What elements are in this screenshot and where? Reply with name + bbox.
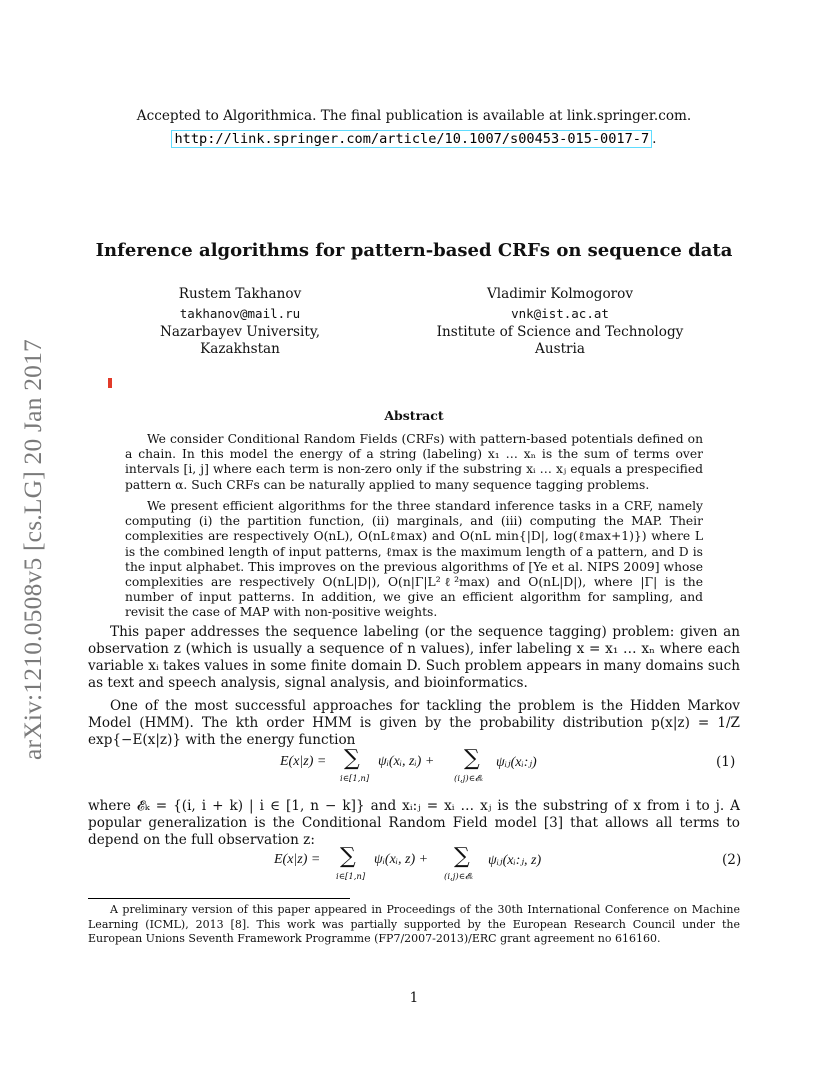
eq1-number: (1): [716, 754, 736, 770]
author-2-email[interactable]: vnk@ist.ac.at: [511, 306, 609, 321]
eq1-sum-1-index: i∈[1,n]: [340, 774, 370, 784]
eq1-term-2: ψᵢⱼ(xᵢ:ⱼ): [496, 755, 537, 770]
footnote-rule: [88, 898, 350, 899]
eq2-lhs: E(x|z) =: [274, 852, 321, 867]
link-trailing-period: .: [652, 131, 657, 147]
footnote: A preliminary version of this paper appeared in Proceedings of the 30th International Conference on Machine Learning (ICML), 2013 [8]. This work was partially supported by the European Research Council under the European Unions Seventh Framework Programme (FP7/2007-2013)/ERC grant agreement no 616160.: [88, 903, 740, 945]
author-2: [410, 286, 710, 358]
author-2-name: Vladimir Kolmogorov: [486, 286, 634, 302]
arxiv-sidebar-stamp: arXiv:1210.0508v5 [cs.LG] 20 Jan 2017: [18, 338, 47, 760]
eq1-sum-2: ∑: [464, 746, 480, 771]
body-paragraph-3: where 𝓔ₖ = {(i, i + k) | i ∈ [1, n − k]} and xᵢ:ⱼ = xᵢ … xⱼ is the substring of x from i to j. A popular generalization is the Conditional Random Field model [3] that allows all terms to depend on the full observation z:: [88, 798, 740, 848]
author-1-email[interactable]: takhanov@mail.ru: [179, 306, 301, 321]
eq1-term-1: ψᵢ(xᵢ, zᵢ) +: [378, 754, 435, 769]
red-marker: [108, 378, 112, 388]
eq2-term-1: ψᵢ(xᵢ, z) +: [374, 852, 429, 867]
body-paragraph-1: This paper addresses the sequence labeling (or the sequence tagging) problem: given an observation z (which is usually a sequence of n values), infer labeling x = x₁ … xₙ where each variable xᵢ takes values in some finite domain D. Such problem appears in many domains such as text and speech analysis, signal analysis, and bioinformatics.: [88, 624, 740, 691]
publication-link[interactable]: http://link.springer.com/article/10.1007/s00453-015-0017-7: [171, 130, 652, 148]
author-1-name: Rustem Takhanov: [178, 286, 302, 302]
author-2-affiliation: Institute of Science and Technology Austria: [436, 324, 684, 357]
publication-link-line: [88, 131, 740, 148]
acceptance-note: Accepted to Algorithmica. The final publication is available at link.springer.com.: [136, 108, 692, 124]
eq2-sum-2-index: (i,j)∈𝓔ₖ: [444, 872, 473, 882]
eq2-term-2: ψᵢⱼ(xᵢ:ⱼ, z): [488, 853, 542, 868]
abstract-heading: Abstract: [384, 408, 444, 423]
page-number: 1: [409, 990, 419, 1006]
eq2-sum-2: ∑: [454, 844, 470, 869]
abstract-paragraph-1: We consider Conditional Random Fields (CRFs) with pattern-based potentials defined on a chain. In this model the energy of a string (labeling) x₁ … xₙ is the sum of terms over intervals [i, j] where each term is non-zero only if the substring xᵢ … xⱼ equals a prespecified pattern α. Such CRFs can be naturally applied to many sequence tagging problems.: [125, 432, 703, 492]
equation-2: [274, 844, 594, 888]
eq2-sum-1-index: i∈[1,n]: [336, 872, 366, 882]
equation-1: [280, 746, 580, 790]
eq1-sum-2-index: (i,j)∈𝓔ₖ: [454, 774, 483, 784]
abstract-paragraph-2: We present efficient algorithms for the three standard inference tasks in a CRF, namely computing (i) the partition function, (ii) marginals, and (iii) computing the MAP. Their complexities are respectively O(nL), O(nLℓmax) and O(nL min{|D|, log(ℓmax+1)}) where L is the combined length of input patterns, ℓmax is the maximum length of a pattern, and D is the input alphabet. This improves on the previous algorithms of [Ye et al. NIPS 2009] whose complexities are respectively O(nL|D|), O(n|Γ|L²ℓ²max) and O(nL|D|), where |Γ| is the number of input patterns. In addition, we give an efficient algorithm for sampling, and revisit the case of MAP with non-positive weights.: [125, 499, 703, 620]
paper-title: Inference algorithms for pattern-based CRFs on sequence data: [95, 240, 733, 261]
author-1: [120, 286, 360, 358]
author-1-affiliation: Nazarbayev University, Kazakhstan: [159, 324, 321, 357]
eq2-sum-1: ∑: [340, 844, 356, 869]
body-paragraph-2: One of the most successful approaches for tackling the problem is the Hidden Markov Model (HMM). The kth order HMM is given by the probability distribution p(x|z) = 1/Z exp{−E(x|z)} with the energy function: [88, 698, 740, 748]
eq1-lhs: E(x|z) =: [280, 754, 327, 769]
eq2-number: (2): [722, 852, 742, 868]
eq1-sum-1: ∑: [344, 746, 360, 771]
